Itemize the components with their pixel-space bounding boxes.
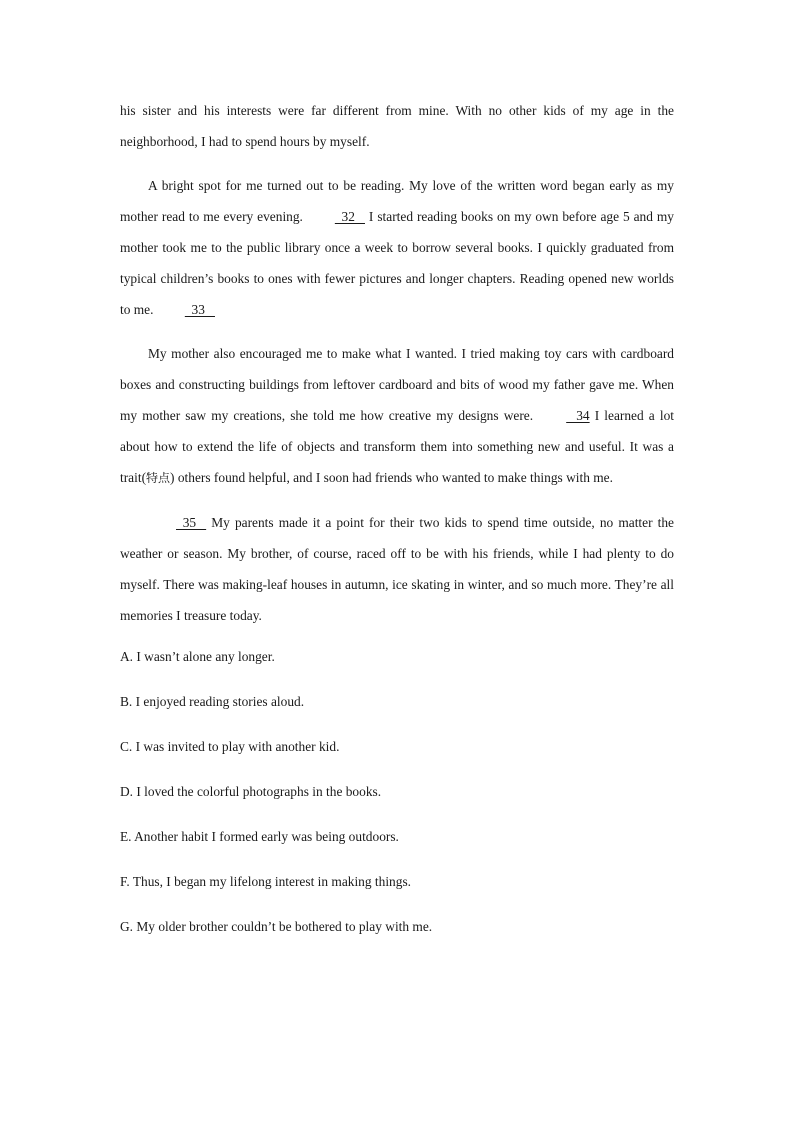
paragraph-3-text-b: I learned a lot about how to extend the life of objects and transform them into something new and useful. It was a trait( — [120, 408, 674, 485]
paragraph-3 — [120, 338, 674, 494]
paragraph-3-text-c: ) others found helpful, and I soon had friends who wanted to make things with me. — [170, 470, 613, 485]
paragraph-2 — [120, 170, 674, 325]
paragraph-1 — [120, 95, 674, 157]
option-d: D. I loved the colorful photographs in the books. — [120, 784, 382, 799]
cjk-annotation: 特点 — [146, 471, 171, 485]
blank-35: 35 — [176, 515, 207, 530]
paragraph-2-text-b: I started reading books on my own before age 5 and my mother took me to the public library once a week to borrow several books. I quickly graduated from typical children’s books to ones with fewer pictures and longer chapters. Reading opened new worlds to me. — [120, 209, 674, 317]
paragraph-2-text-a: A bright spot for me turned out to be reading. My love of the written word began early as my mother read to me every evening. — [120, 178, 674, 224]
blank-34: 34 — [566, 408, 590, 423]
option-b: B. I enjoyed reading stories aloud. — [120, 694, 305, 709]
option-a: A. I wasn’t alone any longer. — [120, 649, 275, 664]
paragraph-1-text: his sister and his interests were far different from mine. With no other kids of my age in the neighborhood, I had to spend hours by myself. — [120, 103, 674, 149]
blank-32: 32 — [334, 209, 365, 224]
option-c: C. I was invited to play with another kid. — [120, 739, 340, 754]
paragraph-3-text-a: My mother also encouraged me to make what I wanted. I tried making toy cars with cardboard boxes and constructing buildings from leftover cardboard and bits of wood my father gave me. When my mother saw my creations, she told me how creative my designs were. — [120, 346, 674, 423]
option-g: G. My older brother couldn’t be bothered to play with me. — [120, 919, 433, 934]
answer-options — [120, 646, 674, 938]
option-f: F. Thus, I began my lifelong interest in making things. — [120, 874, 412, 889]
paragraph-4 — [120, 507, 674, 631]
paragraph-4-text: My parents made it a point for their two kids to spend time outside, no matter the weather or season. My brother, of course, raced off to be with his friends, while I had plenty to do myself. There was making-leaf houses in autumn, ice skating in winter, and so much more. They’re all memories I treasure today. — [120, 515, 674, 623]
document-page — [120, 95, 674, 961]
blank-33: 33 — [184, 302, 215, 317]
option-e: E. Another habit I formed early was being outdoors. — [120, 829, 399, 844]
